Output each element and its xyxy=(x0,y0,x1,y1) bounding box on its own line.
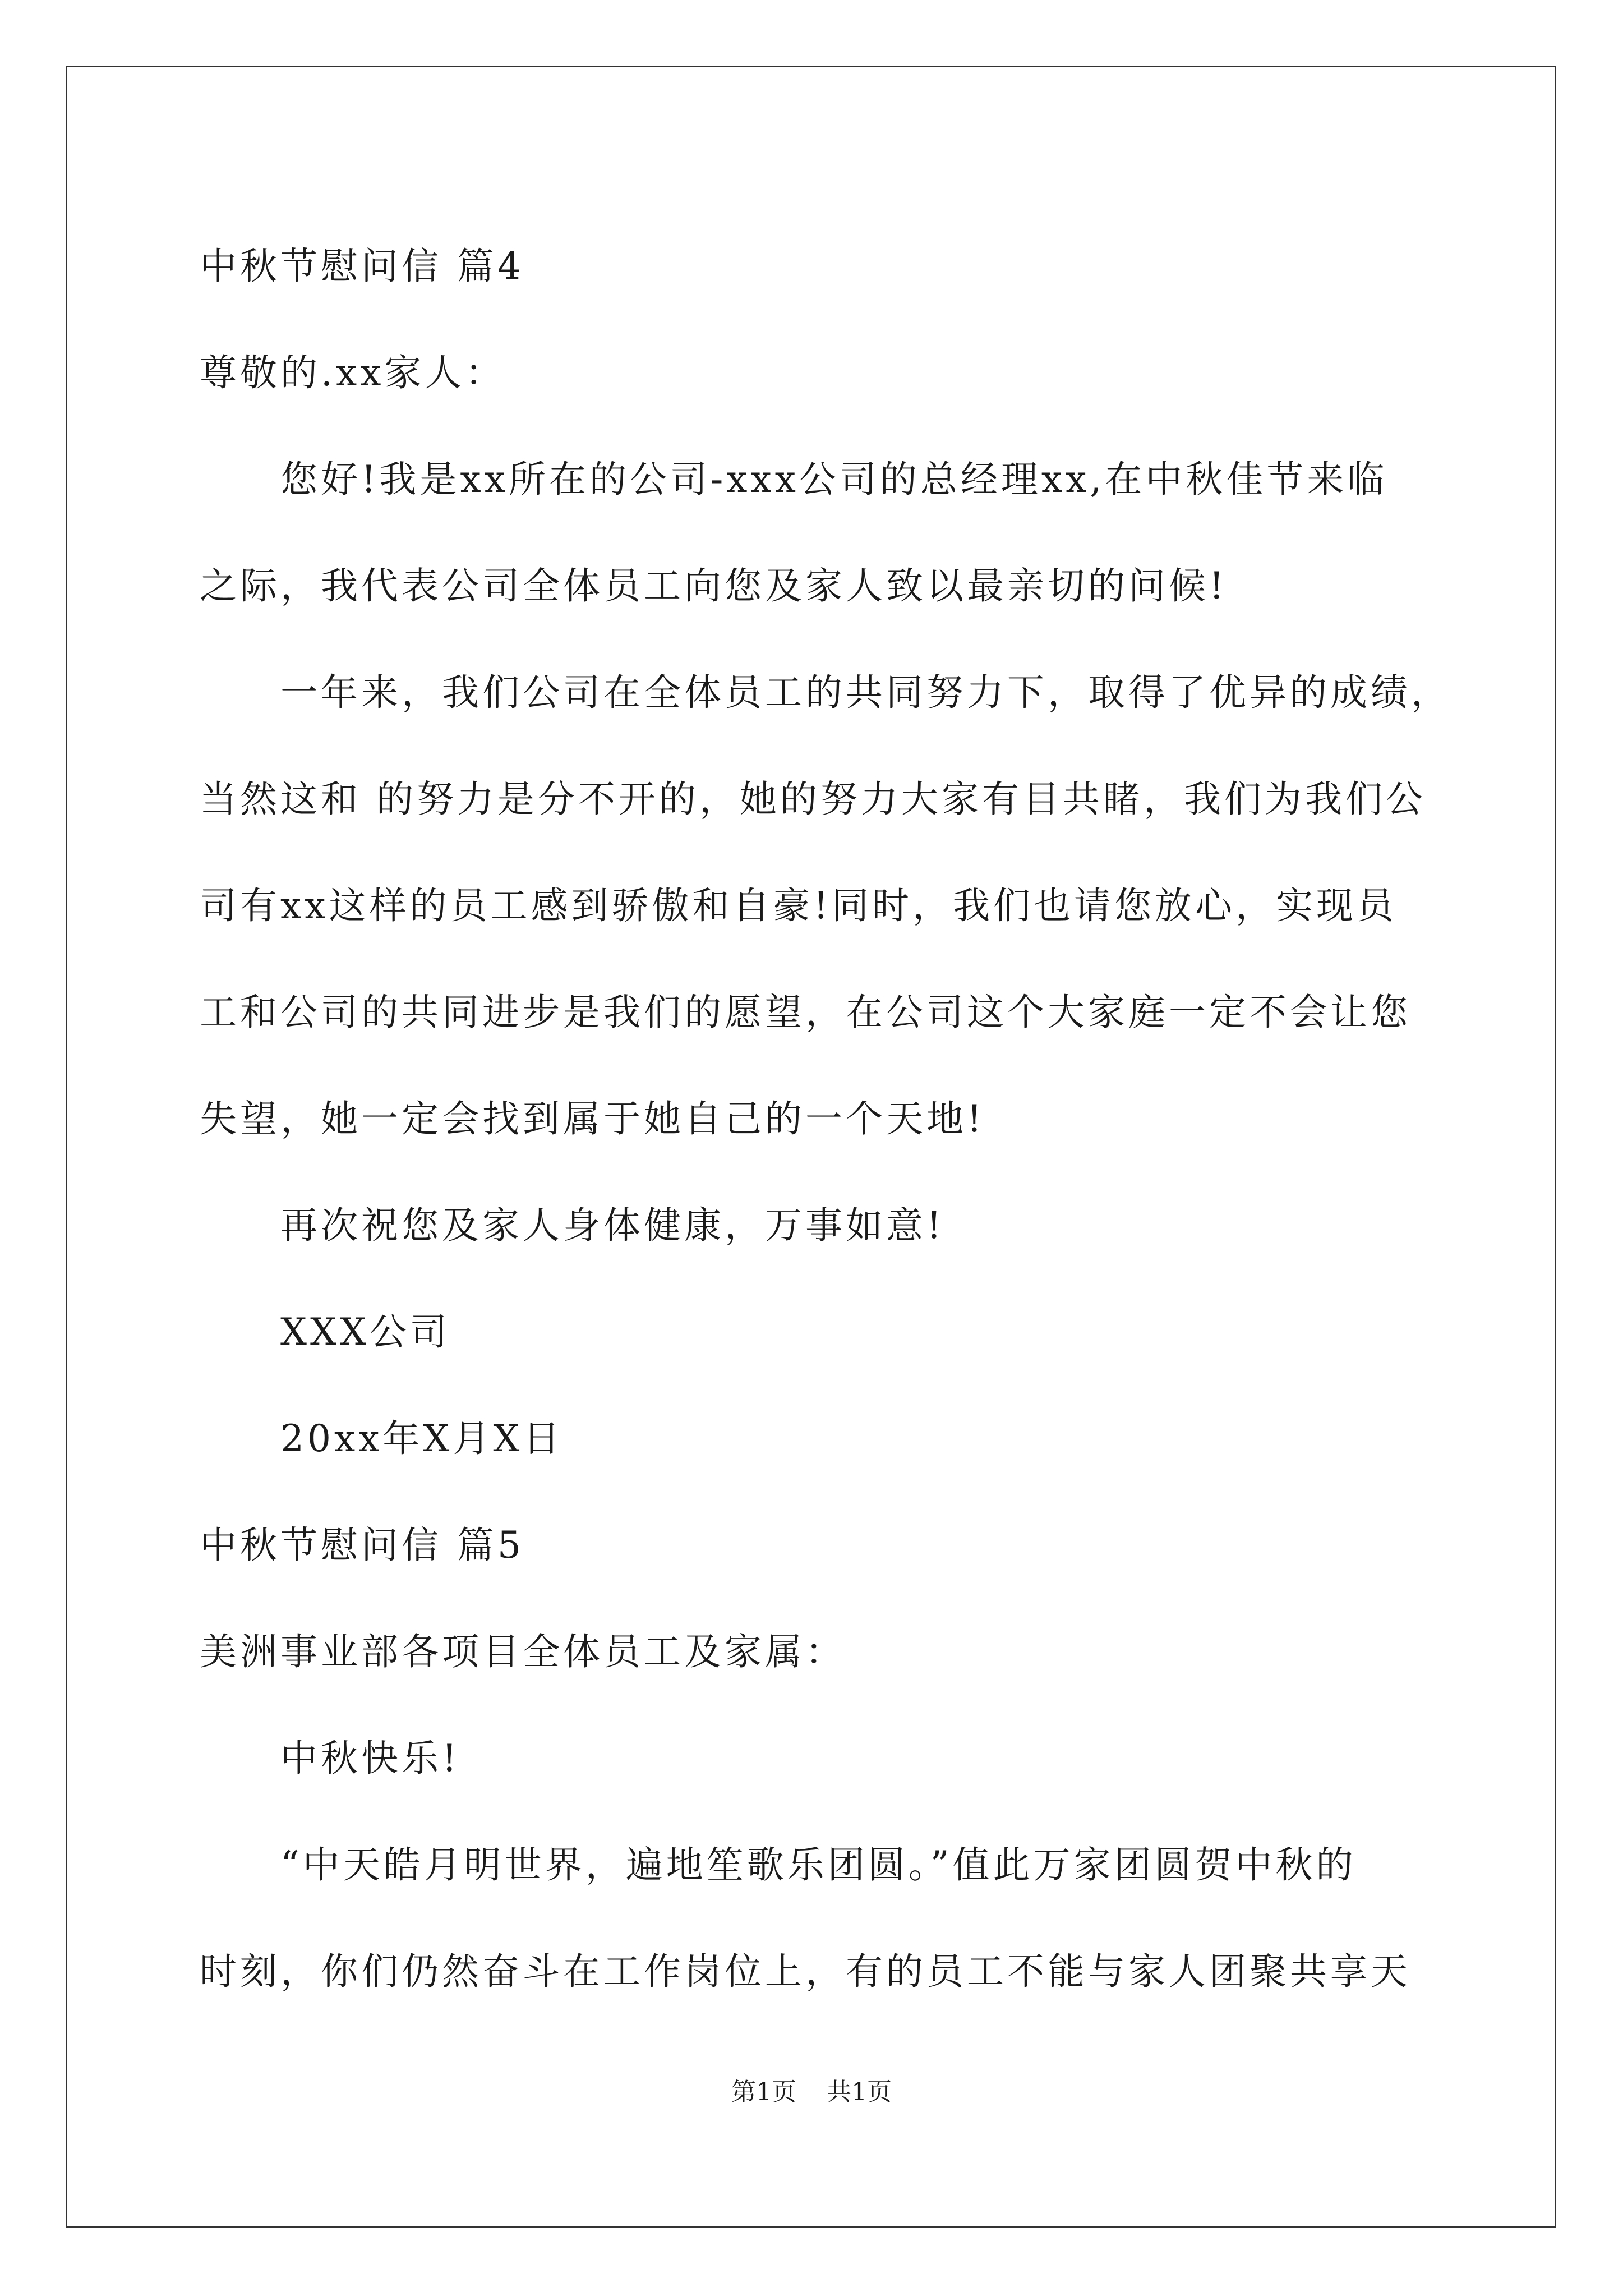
paragraph-line: 您好!我是xx所在的公司-xxx公司的总经理xx,在中秋佳节来临 xyxy=(280,458,1388,501)
section-heading: 中秋节慰问信 篇4 xyxy=(200,245,524,288)
document-body xyxy=(200,213,1478,2025)
paragraph-line: 司有xx这样的员工感到骄傲和自豪!同时，我们也请您放心，实现员 xyxy=(200,884,1397,927)
page-total: 共1页 xyxy=(827,2078,892,2106)
signature-date: 20xx年X月X日 xyxy=(280,1417,564,1460)
paragraph-line: 之际，我代表公司全体员工向您及家人致以最亲切的问候! xyxy=(200,564,1228,608)
paragraph-line: 工和公司的共同进步是我们的愿望，在公司这个大家庭一定不会让您 xyxy=(200,991,1411,1034)
paragraph-line: “中天皓月明世界，遍地笙歌乐团圆。”值此万家团圆贺中秋的 xyxy=(280,1843,1357,1887)
paragraph-line: 再次祝您及家人身体健康，万事如意! xyxy=(280,1204,945,1247)
paragraph-line: 中秋快乐! xyxy=(280,1737,460,1780)
page-footer xyxy=(0,2076,1623,2109)
salutation: 美洲事业部各项目全体员工及家属： xyxy=(200,1630,846,1673)
page-number: 第1页 xyxy=(731,2078,796,2106)
paragraph-line: 失望，她一定会找到属于她自己的一个天地! xyxy=(200,1097,985,1140)
paragraph-line: 当然这和 的努力是分不开的，她的努力大家有目共睹，我们为我们公 xyxy=(200,777,1426,821)
signature-company: XXX公司 xyxy=(280,1310,450,1354)
paragraph-line: 一年来，我们公司在全体员工的共同努力下，取得了优异的成绩， xyxy=(280,671,1451,714)
section-heading: 中秋节慰问信 篇5 xyxy=(200,1524,524,1567)
paragraph-line: 时刻，你们仍然奋斗在工作岗位上，有的员工不能与家人团聚共享天 xyxy=(200,1950,1411,1993)
salutation: 尊敬的.xx家人： xyxy=(200,351,506,394)
